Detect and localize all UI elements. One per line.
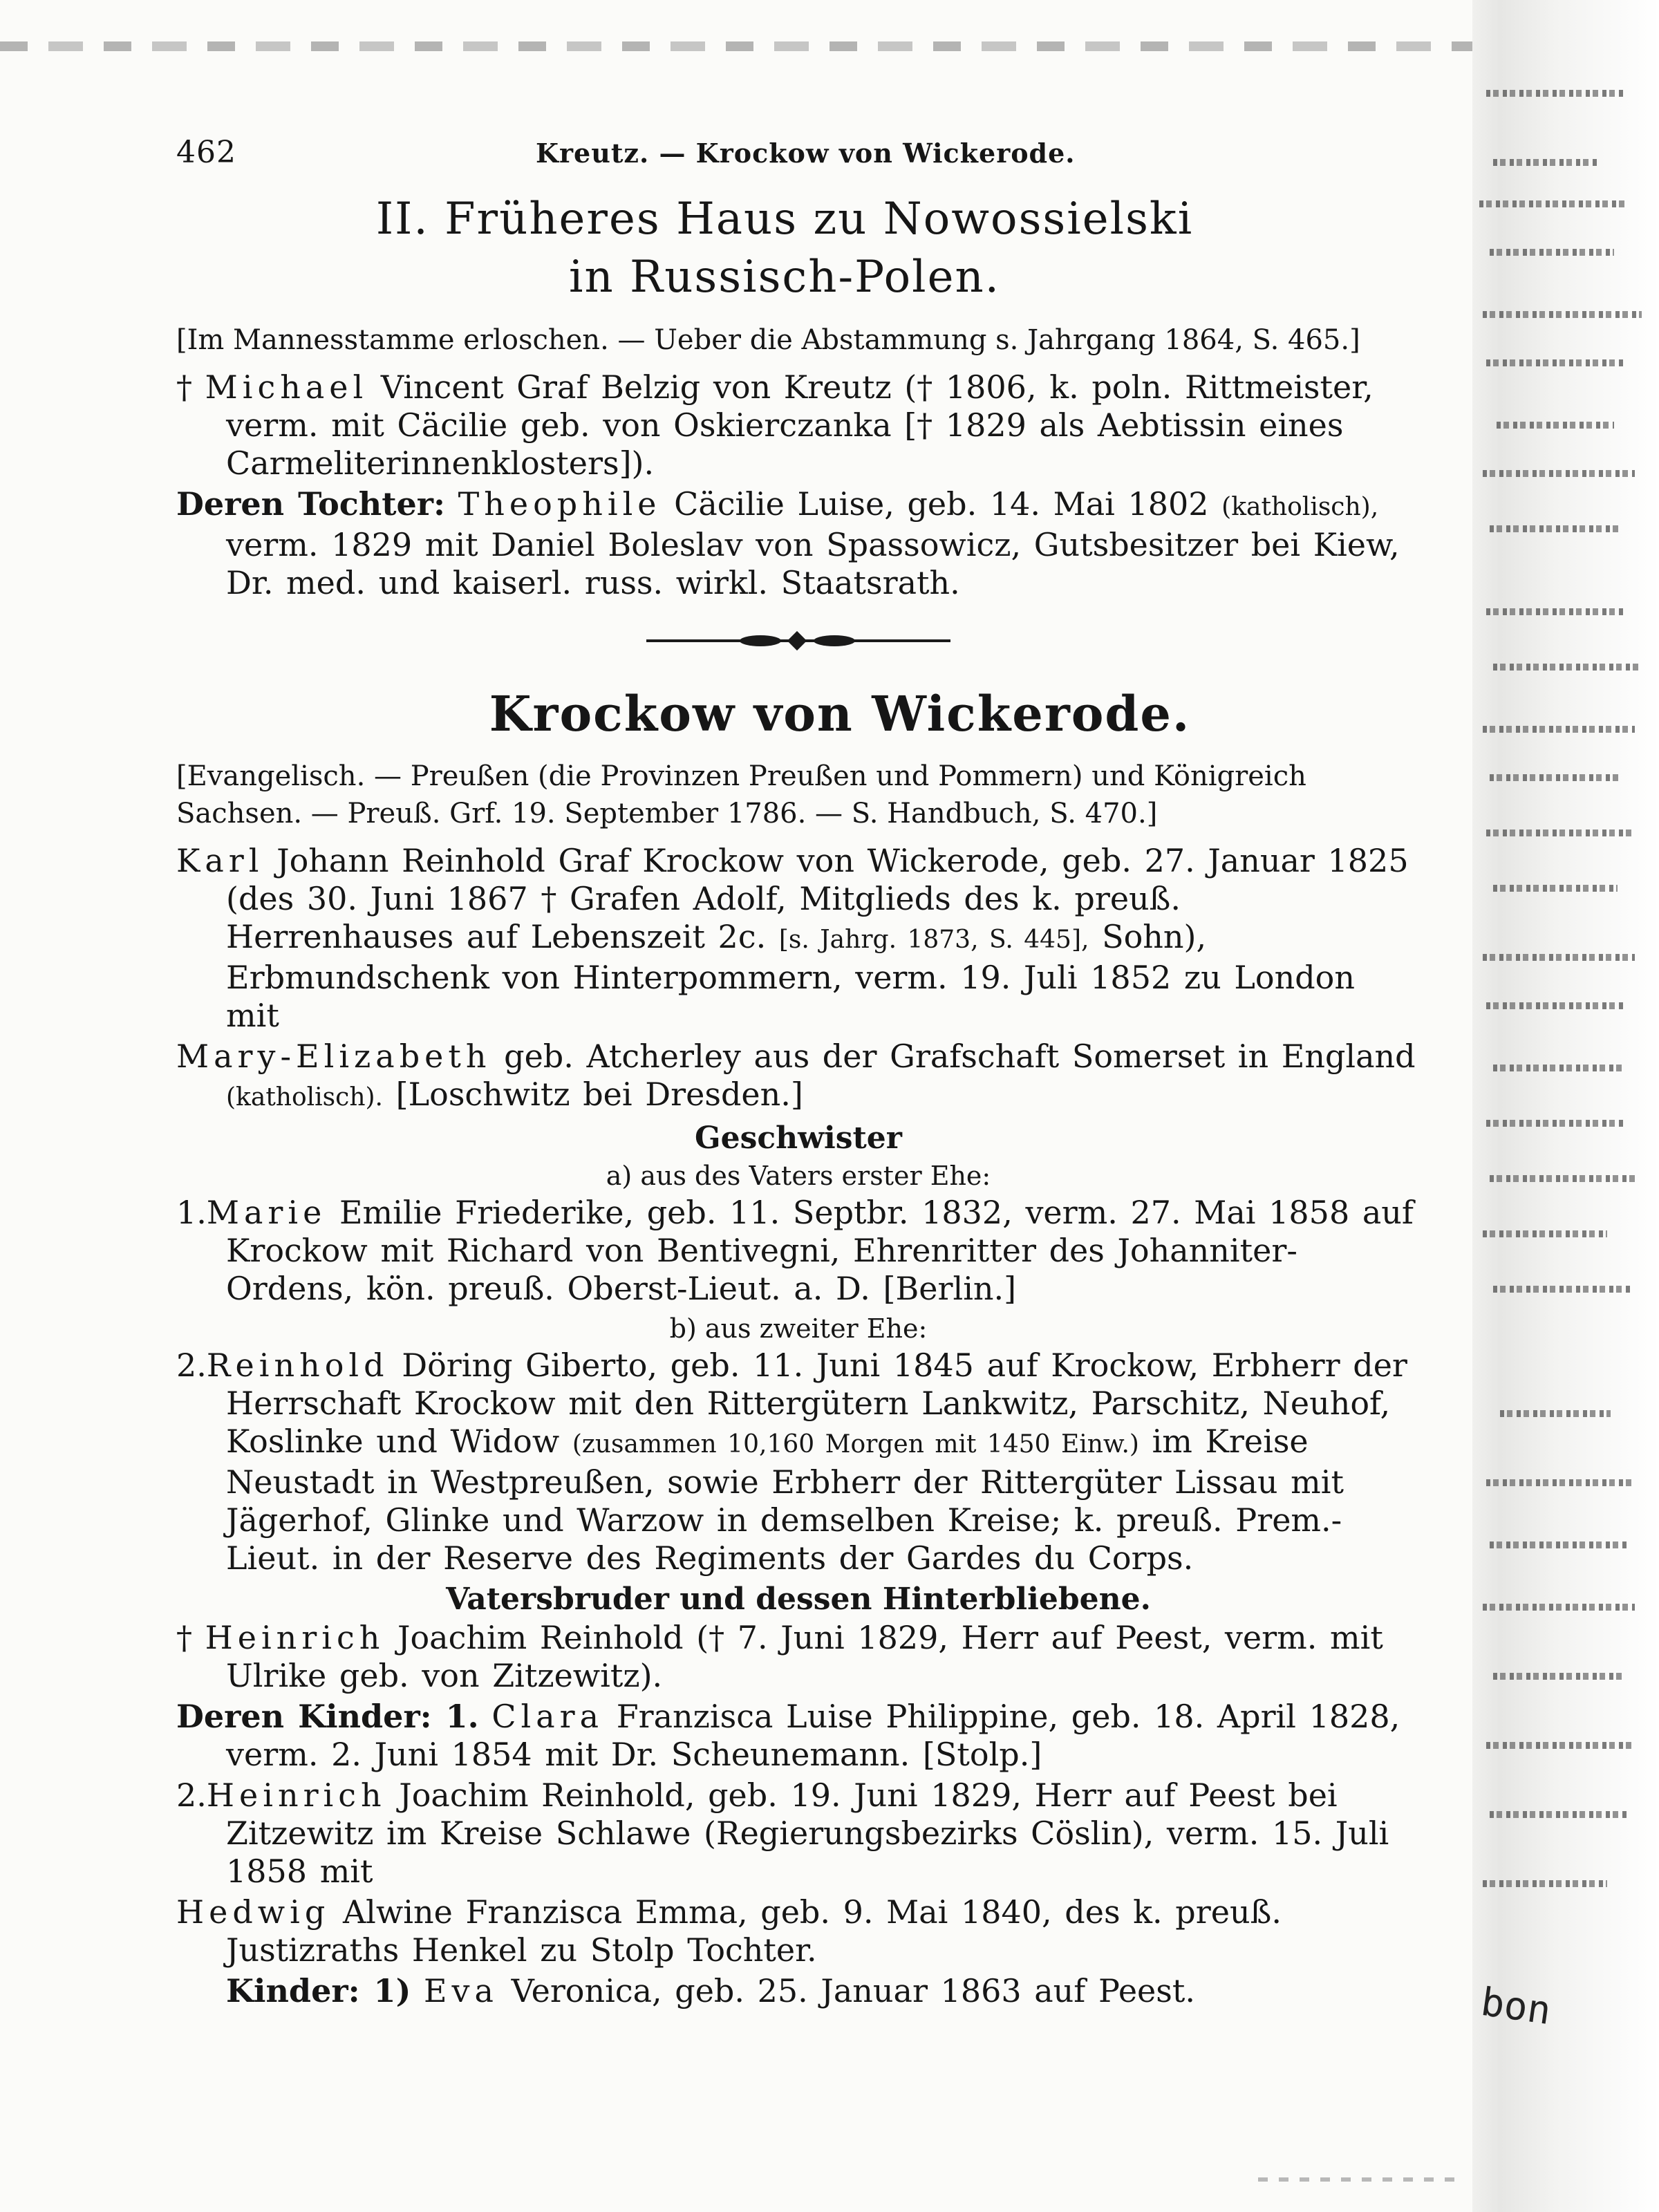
entry-number: 2. xyxy=(176,1777,207,1814)
section-divider xyxy=(176,616,1421,664)
entry-marie xyxy=(176,1194,1421,1308)
entry-lead: Deren Kinder: 1. xyxy=(176,1698,479,1735)
entry-text: Döring Giberto, geb. 11. Juni 1845 auf Krockow, Erbherr der Herrschaft Krockow mit den Rittergütern Lankwitz, Parschitz, Neuhof, Koslinke und Widow xyxy=(226,1347,1407,1460)
section-title-krockow: Krockow von Wickerode. xyxy=(489,685,1191,742)
entry-reinhold xyxy=(176,1347,1421,1577)
entry-name: Michael xyxy=(205,368,368,406)
entry-text: Joachim Reinhold, geb. 19. Juni 1829, Herr auf Peest bei Zitzewitz im Kreise Schlawe (Regierungsbezirks Cöslin), verm. 15. Juli 1858 mit xyxy=(226,1777,1389,1890)
deceased-mark: † xyxy=(176,368,192,406)
entry-theophile xyxy=(176,485,1421,602)
entry-heinrich-junior xyxy=(176,1777,1421,1891)
entry-text: Vincent Graf Belzig von Kreutz († 1806, k. poln. Rittmeister, verm. mit Cäcilie geb. von Oskierczanka [† 1829 als Aebtissin eines Carmeliterinnenklosters]). xyxy=(226,368,1374,482)
entry-text: Alwine Franzisca Emma, geb. 9. Mai 1840, des k. preuß. Justizraths Henkel zu Stolp Tochter. xyxy=(226,1893,1282,1969)
entry-name: Marie xyxy=(206,1194,327,1231)
entry-text: Joachim Reinhold († 7. Juni 1829, Herr auf Peest, verm. mit Ulrike geb. von Zitzewitz). xyxy=(226,1619,1383,1694)
entry-text-continued: Sohn), Erbmundschenk von Hinterpommern, verm. 19. Juli 1852 zu London mit xyxy=(226,918,1355,1034)
scan-edge-top xyxy=(0,41,1472,51)
entry-karl xyxy=(176,842,1421,1035)
uncle-heading: Vatersbruder und dessen Hinterbliebene. xyxy=(446,1582,1151,1617)
divider-ornament-left xyxy=(740,635,781,646)
entry-estate-size: (zusammen 10,160 Morgen mit 1450 Einw.) xyxy=(572,1430,1139,1459)
running-title: Kreutz. — Krockow von Wickerode. xyxy=(536,138,1076,169)
section-note-lineage: [Im Mannesstamme erloschen. — Ueber die Abstammung s. Jahrgang 1864, S. 465.] xyxy=(176,324,1360,356)
entry-residence: [Loschwitz bei Dresden.] xyxy=(395,1076,803,1113)
entry-confession: (katholisch). xyxy=(226,1083,383,1112)
entry-text: Franzisca Luise Philippine, geb. 18. April 1828, verm. 2. Juni 1854 mit Dr. Scheunemann. [Stolp.] xyxy=(226,1698,1400,1773)
entry-text: Emilie Friederike, geb. 11. Septbr. 1832, verm. 27. Mai 1858 auf Krockow mit Richard von Bentivegni, Ehrenritter des Johanniter-Ordens, kön. preuß. Oberst-Lieut. a. D. [Berlin.] xyxy=(226,1194,1414,1307)
entry-clara xyxy=(176,1698,1421,1774)
first-marriage-heading: a) aus des Vaters erster Ehe: xyxy=(606,1161,991,1191)
entry-confession: (katholisch), xyxy=(1221,493,1379,521)
section-title-line-1: II. Früheres Haus zu Nowossielski xyxy=(375,194,1194,245)
running-head xyxy=(176,128,1421,190)
entry-lead: Kinder: 1) xyxy=(226,1972,411,2009)
facing-page-gutter xyxy=(1472,0,1659,2212)
second-marriage-heading: b) aus zweiter Ehe: xyxy=(669,1313,928,1344)
entry-name: Clara xyxy=(491,1698,604,1735)
scan-edge-bottom xyxy=(1258,2177,1465,2182)
entry-lead: Deren Tochter: xyxy=(176,485,445,523)
entry-reference: [s. Jahrg. 1873, S. 445], xyxy=(778,926,1089,954)
entry-heinrich-senior xyxy=(176,1619,1421,1695)
entry-name: Theophile xyxy=(458,485,662,523)
entry-text-continued: verm. 1829 mit Daniel Boleslav von Spassowicz, Gutsbesitzer bei Kiew, Dr. med. und kaiserl. russ. wirkl. Staatsrath. xyxy=(226,526,1400,601)
section-note-krockow: [Evangelisch. — Preußen (die Provinzen Preußen und Pommern) und Königreich Sachsen. — Preuß. Grf. 19. September 1786. — S. Handbuch, S. 470.] xyxy=(176,760,1306,830)
entry-name: Eva xyxy=(423,1972,498,2009)
entry-name: Heinrich xyxy=(205,1619,385,1656)
entry-name: Karl xyxy=(176,842,264,879)
entry-text: Johann Reinhold Graf Krockow von Wickerode, geb. 27. Januar 1825 (des 30. Juni 1867 † Grafen Adolf, Mitglieds des k. preuß. Herrenhauses auf Lebenszeit 2c. xyxy=(226,842,1409,955)
entry-number: 2. xyxy=(176,1347,207,1384)
section-title-line-2: in Russisch-Polen. xyxy=(568,252,1001,303)
divider-ornament-center xyxy=(787,631,807,650)
entry-michael xyxy=(176,368,1421,482)
entry-text-continued: im Kreise Neustadt in Westpreußen, sowie Erbherr der Rittergüter Lissau mit Jägerhof, Glinke und Warzow in demselben Kreise; k. preuß. Prem.-Lieut. in der Reserve des Regiments der Gardes du Corps. xyxy=(226,1423,1344,1577)
entry-text: Veronica, geb. 25. Januar 1863 auf Peest. xyxy=(511,1972,1195,2009)
entry-name: Hedwig xyxy=(176,1893,330,1931)
page-content xyxy=(176,128,1421,2013)
entry-name: Reinhold xyxy=(206,1347,389,1384)
entry-number: 1. xyxy=(176,1194,207,1231)
entry-eva xyxy=(176,1972,1421,2010)
facing-page-fragment: bon xyxy=(1478,1979,1554,2034)
divider-ornament-right xyxy=(814,635,855,646)
deceased-mark: † xyxy=(176,1619,192,1656)
section-title-nowossielski xyxy=(259,190,1310,306)
entry-hedwig xyxy=(176,1893,1421,1969)
entry-mary-elizabeth xyxy=(176,1038,1421,1116)
entry-text: geb. Atcherley aus der Grafschaft Somerset in England xyxy=(504,1038,1416,1075)
entry-text: Cäcilie Luise, geb. 14. Mai 1802 xyxy=(674,485,1209,523)
entry-name: Heinrich xyxy=(206,1777,386,1814)
page-number: 462 xyxy=(176,135,236,170)
entry-name: Mary-Elizabeth xyxy=(176,1038,491,1075)
siblings-heading: Geschwister xyxy=(695,1121,902,1156)
